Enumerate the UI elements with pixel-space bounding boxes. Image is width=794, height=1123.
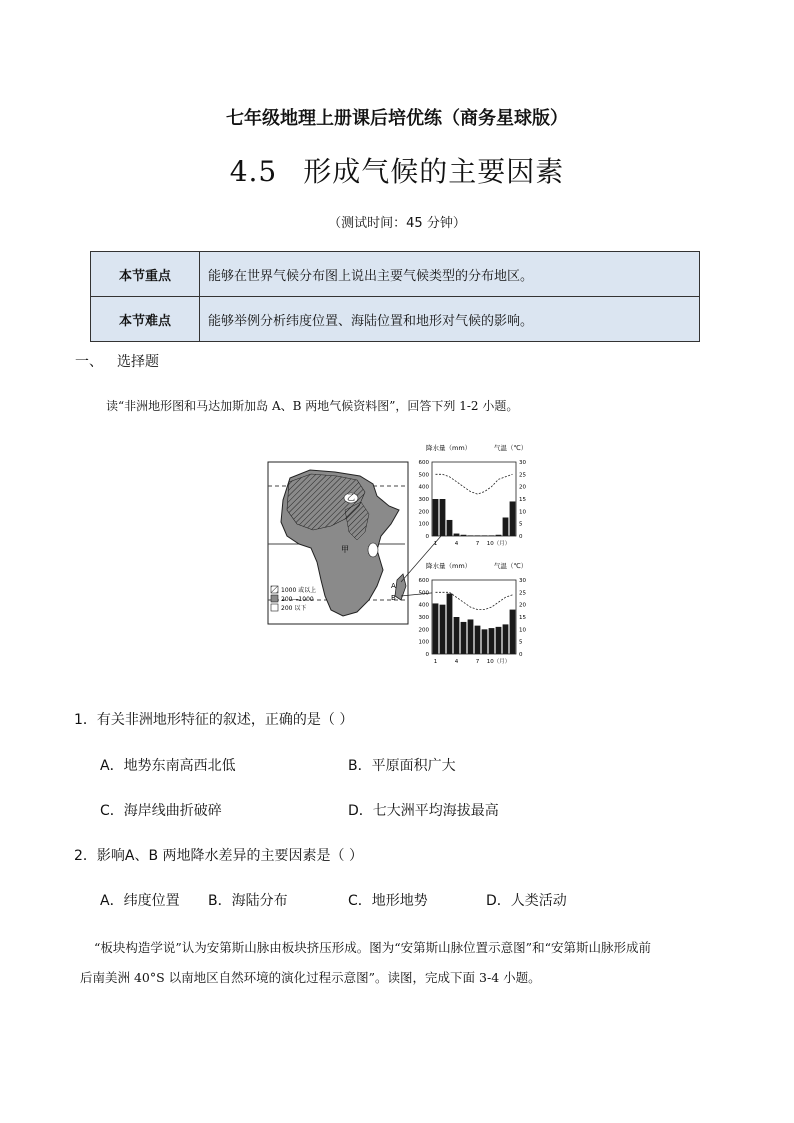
precipitation-bar (433, 603, 439, 654)
question-2-option-c[interactable]: C．地形地势 (348, 893, 428, 909)
chart-ylabel-right: 气温（℃） (494, 562, 528, 570)
precipitation-bar (482, 535, 488, 536)
y-tick-label: 200 (418, 627, 429, 634)
precipitation-bar (447, 520, 453, 536)
precipitation-bar (503, 518, 509, 537)
section-number: 一、 (75, 354, 103, 370)
y-tick-label: 300 (418, 615, 429, 621)
question-1-option-c[interactable]: C．海岸线曲折破碎 (100, 803, 222, 819)
y2-tick-label: 25 (519, 472, 526, 479)
key-content: 能够在世界气候分布图上说出主要气候类型的分布地区。 (200, 252, 700, 297)
legend-label: 1000 或以上 (281, 587, 317, 594)
precipitation-bar (461, 535, 467, 536)
difficulty-label: 本节难点 (91, 297, 200, 342)
precipitation-bar (510, 501, 516, 536)
chart-ylabel-left: 降水量（mm） (426, 444, 472, 452)
lesson-title (0, 150, 794, 190)
y-tick-label: 100 (418, 521, 429, 528)
question-2-option-d[interactable]: D．人类活动 (486, 893, 567, 909)
y2-tick-label: 20 (519, 602, 526, 609)
precipitation-bar (468, 535, 474, 536)
precipitation-bar (475, 535, 481, 536)
y2-tick-label: 20 (519, 484, 526, 491)
precipitation-bar (475, 626, 481, 654)
question-1-option-d[interactable]: D．七大洲平均海拔最高 (348, 803, 499, 819)
map-label-equator: 甲 (341, 545, 349, 554)
precipitation-bar (489, 535, 495, 536)
series-title: 七年级地理上册课后培优练（商务星球版） (226, 108, 568, 129)
lesson-number: 4.5 (229, 155, 278, 188)
intro-line: “板块构造学说”认为安第斯山脉由板块挤压形成。图为“安第斯山脉位置示意图”和“安第斯山脉形成前 (94, 940, 651, 955)
precipitation-bar (440, 499, 446, 536)
y-tick-label: 300 (418, 497, 429, 503)
y2-tick-label: 0 (519, 652, 523, 658)
y-tick-label: 600 (418, 578, 429, 584)
y-tick-label: 600 (418, 460, 429, 466)
legend-label: 200—1000 (281, 596, 314, 603)
precipitation-bar (447, 594, 453, 654)
y2-tick-label: 5 (519, 521, 523, 528)
precipitation-bar (461, 622, 467, 654)
map-label-b: B (391, 594, 396, 602)
map-label-north: 乙 (347, 493, 355, 502)
figure (265, 440, 530, 675)
x-tick-label: 1 (433, 659, 438, 665)
question-2-option-b[interactable]: B．海陆分布 (208, 893, 288, 909)
climate-chart-bottom (419, 561, 528, 665)
y2-tick-label: 10 (519, 509, 526, 516)
y-tick-label: 500 (418, 590, 429, 597)
precipitation-bar (454, 617, 460, 654)
key-label: 本节重点 (91, 252, 200, 297)
y-tick-label: 500 (418, 472, 429, 479)
legend-swatch-low (271, 604, 278, 611)
table-row (91, 297, 700, 342)
x-tick-label: 7 (475, 659, 480, 665)
legend-swatch-high (271, 586, 278, 593)
x-tick-label: 10（月） (486, 541, 511, 547)
y2-tick-label: 30 (519, 578, 526, 584)
precipitation-bar (433, 499, 439, 536)
key-points-table (90, 251, 700, 342)
question-2-option-a[interactable]: A．纬度位置 (100, 893, 180, 909)
precipitation-bar (503, 624, 509, 654)
y2-tick-label: 10 (519, 627, 526, 634)
question-intro: 读“非洲地形图和马达加斯加岛 A、B 两地气候资料图”，回答下列 1-2 小题。 (106, 399, 519, 413)
precipitation-bar (489, 628, 495, 654)
map-label-a: A (391, 582, 396, 590)
precipitation-bar (454, 534, 460, 536)
table-row (91, 252, 700, 297)
difficulty-content: 能够举例分析纬度位置、海陆位置和地形对气候的影响。 (200, 297, 700, 342)
legend-label: 200 以下 (281, 605, 307, 612)
lake-marker (368, 543, 378, 557)
y-tick-label: 400 (418, 484, 429, 491)
x-tick-label: 1 (433, 541, 438, 547)
question-1-option-b[interactable]: B．平原面积广大 (348, 758, 456, 774)
x-tick-label: 4 (454, 659, 459, 665)
question-1-stem: 1．有关非洲地形特征的叙述，正确的是（ ） (74, 712, 354, 728)
x-tick-label: 4 (454, 541, 459, 547)
y2-tick-label: 30 (519, 460, 526, 466)
section-title: 选择题 (117, 354, 159, 370)
y2-tick-label: 25 (519, 590, 526, 597)
precipitation-bar (482, 629, 488, 654)
precipitation-bar (510, 610, 516, 654)
intro-line: 后南美洲 40°S 以南地区自然环境的演化过程示意图”。读图，完成下面 3-4 小题。 (80, 970, 541, 985)
y2-tick-label: 5 (519, 639, 523, 646)
y2-tick-label: 15 (519, 615, 526, 621)
x-tick-label: 7 (475, 541, 480, 547)
y-tick-label: 0 (425, 534, 429, 540)
x-tick-label: 10（月） (486, 659, 511, 665)
question-1-option-a[interactable]: A．地势东南高西北低 (100, 758, 236, 774)
question-2-stem: 2．影响A、B 两地降水差异的主要因素是（ ） (74, 848, 363, 864)
test-time: （测试时间：45 分钟） (328, 216, 466, 231)
legend-swatch-mid (271, 595, 278, 602)
y2-tick-label: 15 (519, 497, 526, 503)
precipitation-bar (440, 605, 446, 654)
chart-ylabel-left: 降水量（mm） (426, 562, 472, 570)
y-tick-label: 400 (418, 602, 429, 609)
section-heading (75, 351, 159, 371)
precipitation-bar (468, 619, 474, 654)
y2-tick-label: 0 (519, 534, 523, 540)
y-tick-label: 100 (418, 639, 429, 646)
question-intro-2 (80, 933, 734, 993)
precipitation-bar (496, 535, 502, 536)
climate-chart-top (419, 443, 528, 547)
y-tick-label: 0 (425, 652, 429, 658)
lesson-name: 形成气候的主要因素 (303, 155, 565, 188)
chart-ylabel-right: 气温（℃） (494, 444, 528, 452)
precipitation-bar (496, 627, 502, 654)
y-tick-label: 200 (418, 509, 429, 516)
